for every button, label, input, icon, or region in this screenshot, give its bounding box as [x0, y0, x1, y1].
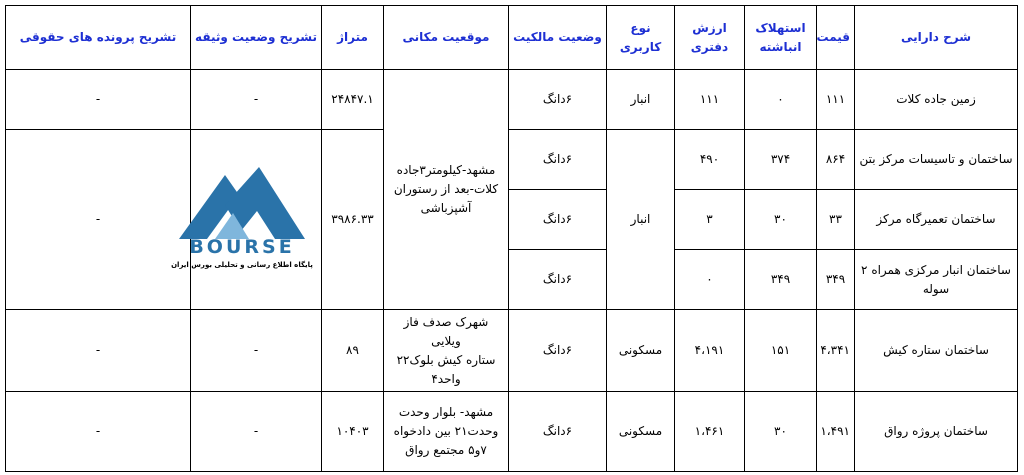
asset-depreciation: ۳۴۹	[745, 250, 817, 310]
asset-ownership: ۶دانگ	[509, 190, 607, 250]
asset-ownership: ۶دانگ	[509, 310, 607, 392]
asset-area: ۸۹	[322, 310, 384, 392]
asset-usage: انبار	[607, 70, 675, 130]
header-area: متراژ	[322, 6, 384, 70]
asset-description: زمین جاده کلات	[855, 70, 1018, 130]
header-price: قیمت	[817, 6, 855, 70]
asset-depreciation: ۳۰	[745, 190, 817, 250]
asset-ownership: ۶دانگ	[509, 70, 607, 130]
table-row	[6, 310, 1018, 392]
asset-ownership: ۶دانگ	[509, 130, 607, 190]
header-usage: نوع کاربری	[607, 6, 675, 70]
location-line: آشپزباشی	[420, 201, 472, 215]
asset-legal: -	[6, 130, 191, 310]
logo-tagline-text: پایگاه اطلاع رسانی و تحلیلی بورس ایران	[171, 260, 313, 269]
logo-brand-text: BOURSE	[189, 235, 295, 258]
header-description: شرح دارایی	[855, 6, 1018, 70]
asset-collateral: -	[191, 70, 322, 130]
asset-book-value: ۰	[675, 250, 745, 310]
header-legal: تشریح پرونده های حقوقی	[6, 6, 191, 70]
asset-description: ساختمان و تاسیسات مرکز بتن	[855, 130, 1018, 190]
asset-price: ۱۱۱	[817, 70, 855, 130]
asset-price: ۱،۴۹۱	[817, 392, 855, 472]
table-row	[6, 70, 1018, 130]
asset-usage: مسکونی	[607, 310, 675, 392]
asset-legal: -	[6, 310, 191, 392]
asset-price: ۳۳	[817, 190, 855, 250]
asset-description: ساختمان پروژه رواق	[855, 392, 1018, 472]
asset-description: ساختمان تعمیرگاه مرکز	[855, 190, 1018, 250]
header-depreciation: استهلاک انباشته	[745, 6, 817, 70]
asset-description: ساختمان ستاره کیش	[855, 310, 1018, 392]
asset-usage: انبار	[607, 130, 675, 310]
asset-legal: -	[6, 70, 191, 130]
asset-area: ۱۰۴۰۳	[322, 392, 384, 472]
asset-price: ۳۴۹	[817, 250, 855, 310]
location-line: ستاره کیش بلوک۲۲	[396, 352, 496, 367]
location-line: ۷و۵ مجتمع رواق	[405, 443, 487, 457]
asset-depreciation: ۳۷۴	[745, 130, 817, 190]
asset-ownership: ۶دانگ	[509, 392, 607, 472]
location-line: واحد۴	[431, 371, 461, 386]
asset-book-value: ۳	[675, 190, 745, 250]
asset-collateral: -	[191, 392, 322, 472]
asset-book-value: ۱۱۱	[675, 70, 745, 130]
header-row	[6, 6, 1018, 70]
asset-location	[384, 70, 509, 310]
assets-table	[5, 5, 1018, 472]
asset-price: ۴،۳۴۱	[817, 310, 855, 392]
asset-book-value: ۴۹۰	[675, 130, 745, 190]
asset-description: ساختمان انبار مرکزی همراه ۲ سوله	[855, 250, 1018, 310]
table-row	[6, 130, 1018, 190]
asset-depreciation: ۳۰	[745, 392, 817, 472]
asset-depreciation: ۱۵۱	[745, 310, 817, 392]
asset-location	[384, 310, 509, 392]
asset-usage: مسکونی	[607, 392, 675, 472]
asset-area: ۳۹۸۶.۳۳	[322, 130, 384, 310]
asset-depreciation: ۰	[745, 70, 817, 130]
asset-price: ۸۶۴	[817, 130, 855, 190]
header-ownership: وضعیت مالکیت	[509, 6, 607, 70]
asset-book-value: ۴،۱۹۱	[675, 310, 745, 392]
header-collateral: تشریح وضعیت وثیقه	[191, 6, 322, 70]
location-line: شهرک صدف فاز ویلایی	[403, 314, 489, 348]
bourse-logo	[167, 161, 317, 273]
asset-legal: -	[6, 392, 191, 472]
location-line: مشهد-کیلومتر۳جاده	[396, 163, 496, 177]
asset-collateral: -	[191, 310, 322, 392]
asset-location	[384, 392, 509, 472]
table-row	[6, 392, 1018, 472]
asset-book-value: ۱،۴۶۱	[675, 392, 745, 472]
asset-area: ۲۴۸۴۷.۱	[322, 70, 384, 130]
watermark-cell	[171, 130, 322, 310]
location-line: کلات-بعد از رستوران	[393, 182, 499, 196]
location-line: وحدت۲۱ بین دادخواه	[393, 424, 499, 438]
location-line: مشهد- بلوار وحدت	[398, 405, 494, 419]
header-book-value: ارزش دفتری	[675, 6, 745, 70]
header-location: موقعیت مکانی	[384, 6, 509, 70]
asset-ownership: ۶دانگ	[509, 250, 607, 310]
